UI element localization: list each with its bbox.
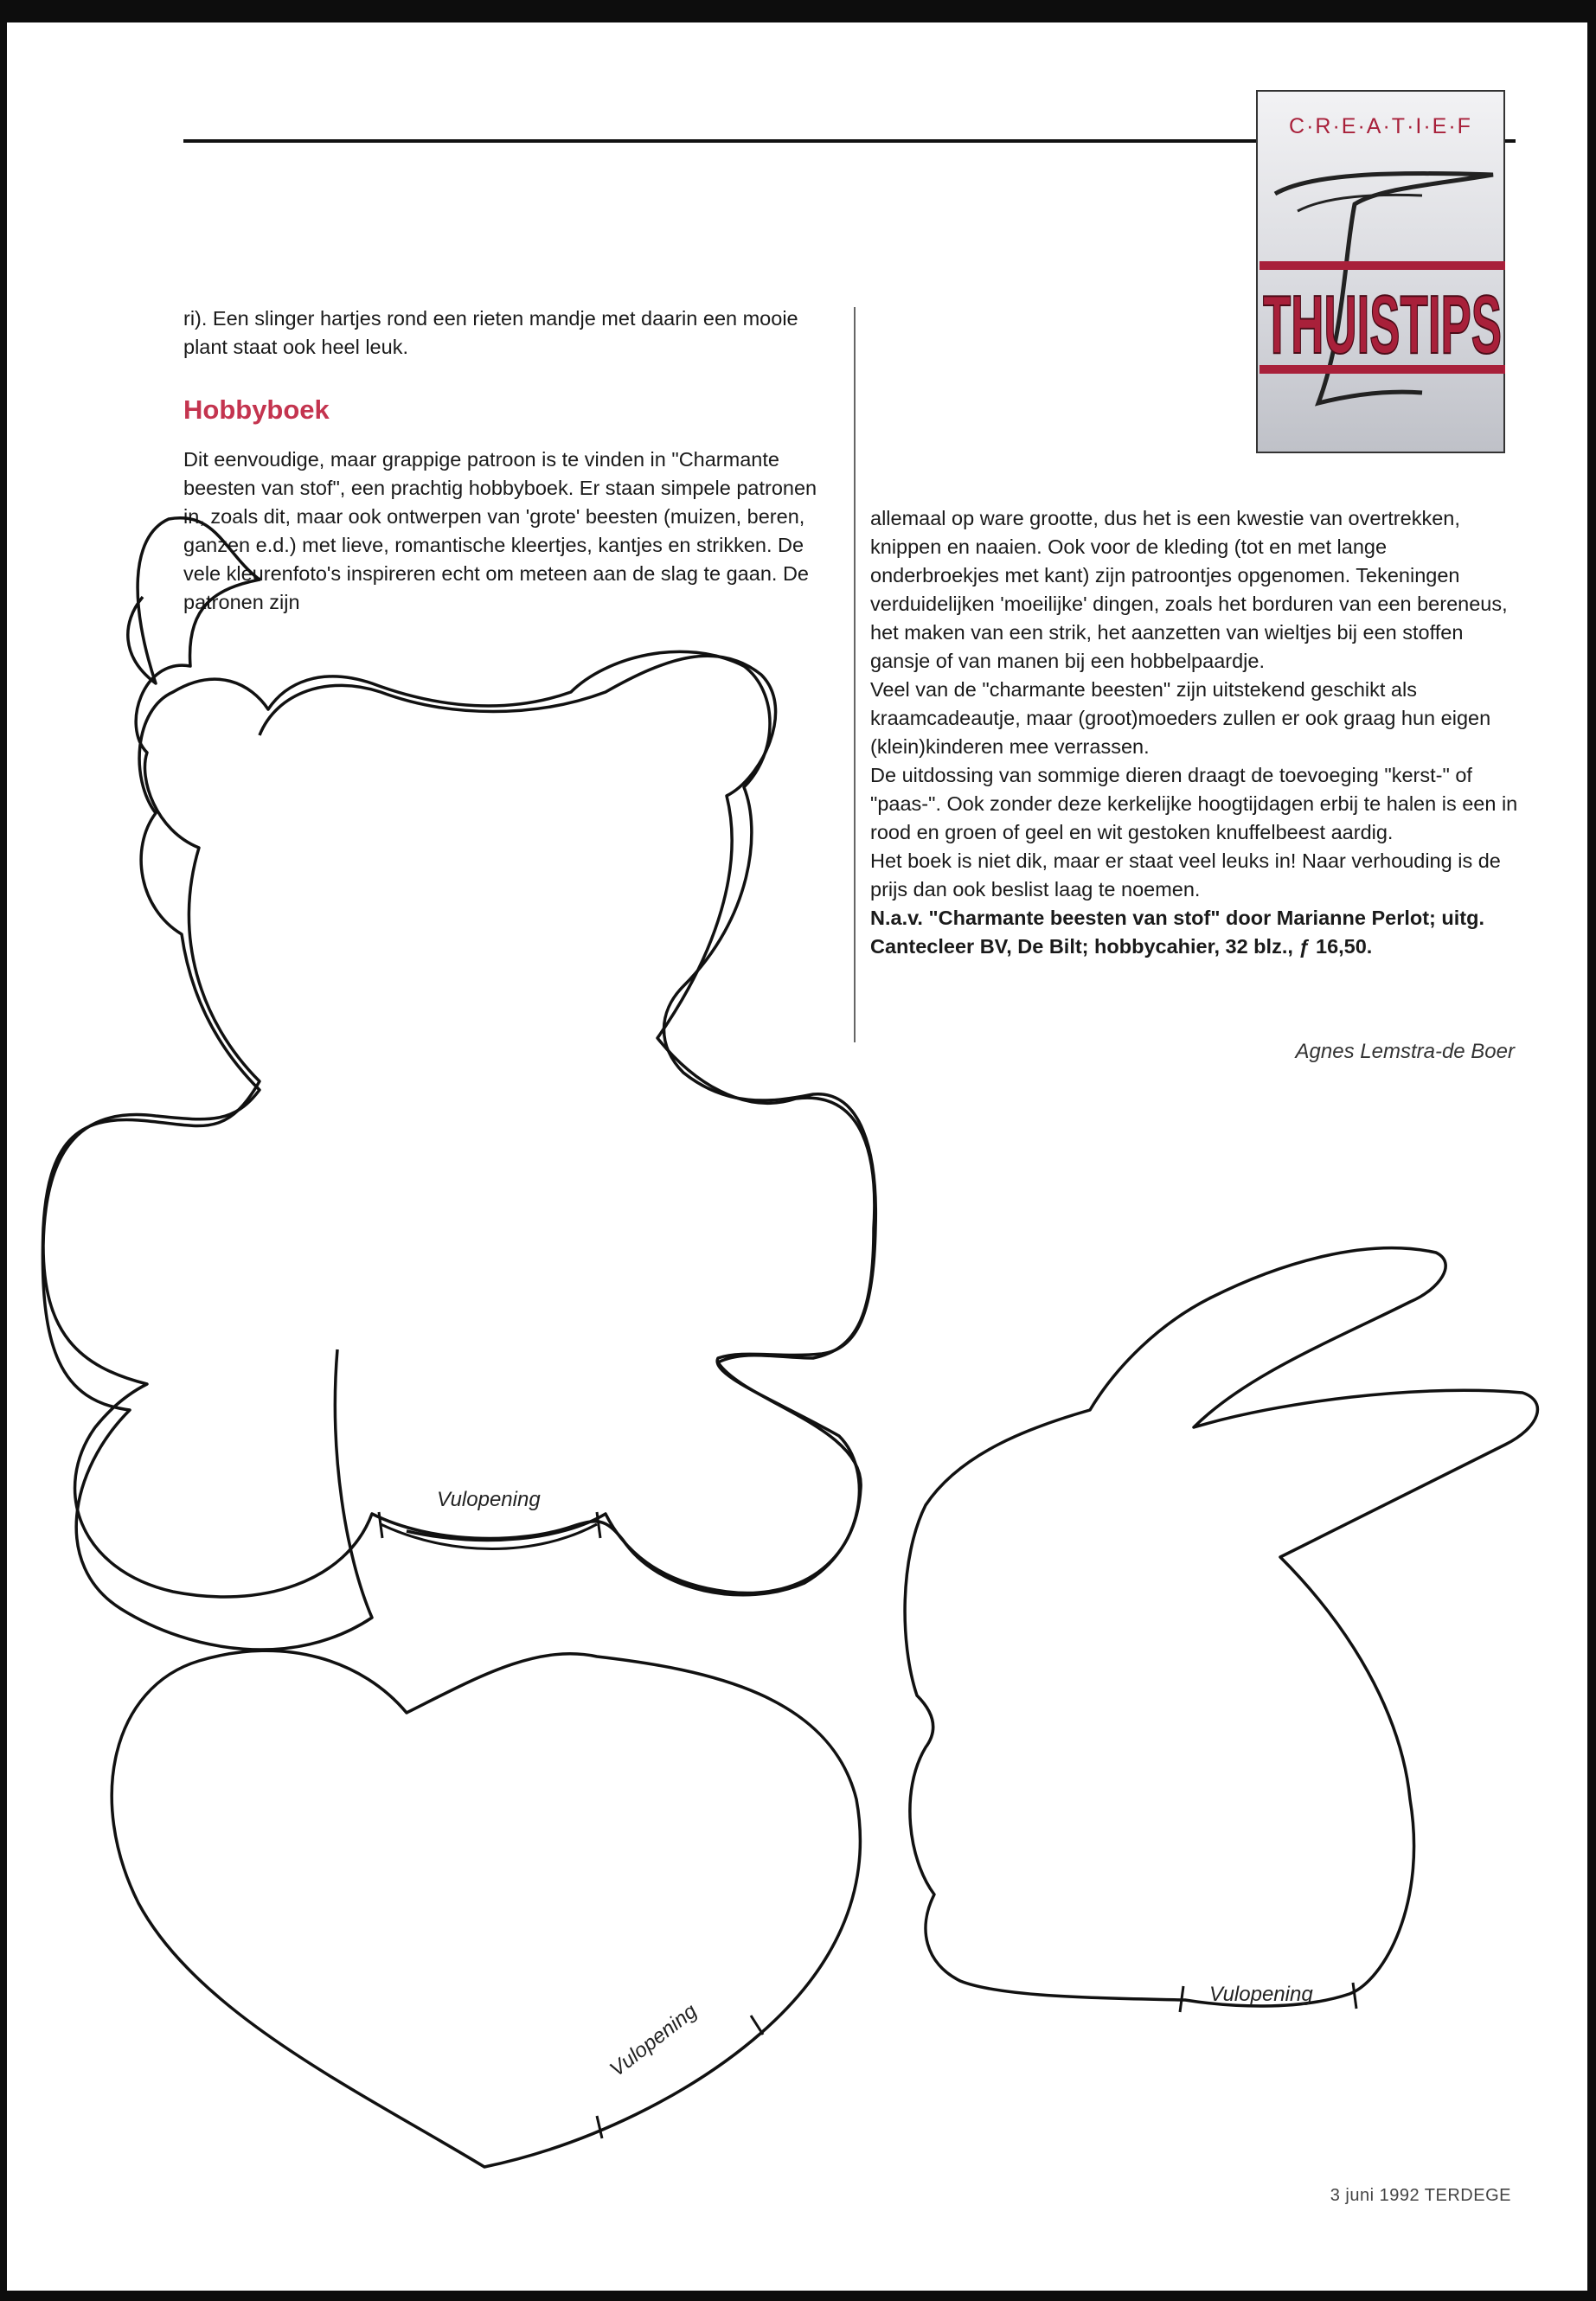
bear-opening-tick-left [379, 1512, 382, 1538]
intro-text: ri). Een slinger hartjes rond een rieten mandje met daarin een mooie plant staat ook heel leuk. [183, 307, 798, 358]
logo-kicker: C·R·E·A·T·I·E·F [1289, 114, 1472, 138]
book-reference: N.a.v. "Charmante beesten van stof" door Marianne Perlot; uitg. Cantecleer BV, De Bilt; hobbycahier, 32 blz., ƒ 16,50. [870, 907, 1485, 958]
author-credit: Agnes Lemstra-de Boer [1295, 1040, 1515, 1063]
bear-opening-label: Vulopening [437, 1488, 541, 1511]
page-footer: 3 juni 1992 TERDEGE [1330, 2186, 1511, 2205]
heart-opening-tick-right [751, 2016, 763, 2035]
right-paragraph-2: Veel van de "charmante beesten" zijn uitstekend geschikt als kraamcadeautje, maar (groot)moeders zullen er ook graag hun eigen (klein)kinderen mee verrassen. [870, 678, 1491, 758]
heart-opening-tick-left [597, 2116, 602, 2138]
left-paragraph: Dit eenvoudige, maar grappige patroon is te vinden in "Charmante beesten van stof", een prachtig hobbyboek. Er staan simpele patronen in, zoals dit, maar ook ontwerpen van 'grote' beesten (muizen, beren, ganzen e.d.) met lieve, romantische kleertjes, kantjes en strikken. De vele kleurenfoto's inspireren echt om meteen aan de slag te gaan. De patronen zijn [183, 448, 817, 613]
section-title: Hobbyboek [183, 394, 330, 425]
heart-opening-label: Vulopening [606, 1999, 702, 2082]
right-paragraph-1: allemaal op ware grootte, dus het is een kwestie van overtrekken, knippen en naaien. Ook voor de kleding (tot en met lange onderbroekjes met kant) zijn patroontjes opgenomen. Tekeningen verduidelijken 'moeilijke' dingen, zoals het borduren van een bereneus, het maken van een strik, het aanzetten van wieltjes bij een stoffen gansje of van manen bij een hobbelpaardje. [870, 507, 1508, 672]
right-paragraph-4: Het boek is niet dik, maar er staat veel leuks in! Naar verhouding is de prijs dan ook beslist laag te noemen. [870, 849, 1501, 901]
heart-pattern-outline [112, 1650, 860, 2167]
rabbit-pattern-outline [905, 1248, 1537, 2006]
rabbit-opening-label: Vulopening [1209, 1983, 1313, 2006]
rabbit-opening-tick-right [1353, 1983, 1356, 2009]
bear-pattern-outline [42, 518, 874, 1650]
rabbit-opening-tick-left [1180, 1986, 1183, 2012]
logo-wordmark: THUISTIPS [1263, 279, 1502, 371]
right-paragraph-3: De uitdossing van sommige dieren draagt de toevoeging "kerst-" of "paas-". Ook zonder deze kerkelijke hoogtijdagen erbij te halen is een in rood en groen of geel en wit gestoken knuffelbeest aardig. [870, 764, 1518, 843]
